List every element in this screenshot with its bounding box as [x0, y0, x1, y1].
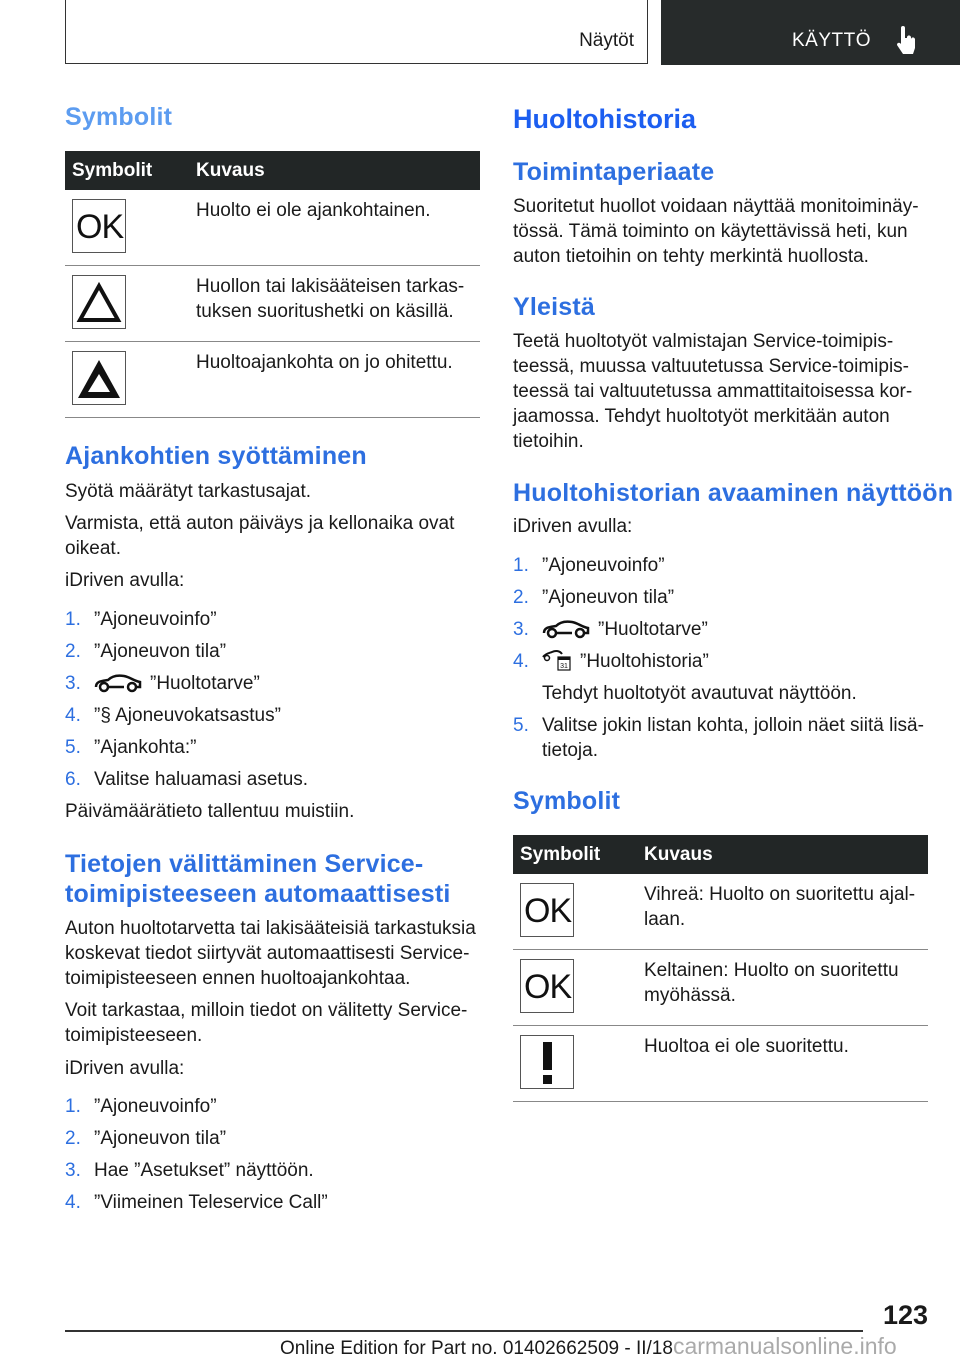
- header-section-label: Näytöt: [579, 30, 634, 51]
- list-item: [65, 1190, 480, 1215]
- paragraph: Päivämäärätieto tallentuu muistiin.: [65, 801, 355, 822]
- list-item: [65, 1126, 480, 1151]
- table-row: [513, 950, 928, 1026]
- principle-heading: Toimintaperiaate: [513, 158, 715, 186]
- ok-green-icon: OK: [520, 883, 574, 937]
- step-text: ”Ajoneuvon tila”: [94, 1128, 227, 1149]
- pointing-hand-icon: [895, 26, 919, 54]
- step-number: 5.: [65, 737, 81, 758]
- header-chapter-label: KÄYTTÖ: [792, 30, 872, 51]
- step-text: Valitse jokin listan kohta, jolloin näet siitä lisätietoja.: [542, 715, 924, 761]
- warning-triangle-outline-icon: [72, 275, 126, 329]
- dates-heading: Ajankohtien syöttäminen: [65, 442, 367, 470]
- step-note: Tehdyt huoltotyöt avautuvat näyttöön.: [542, 683, 857, 704]
- table-row: [513, 1026, 928, 1102]
- table-row: [65, 190, 480, 266]
- step-number: 4.: [513, 651, 529, 672]
- paragraph: iDriven avulla:: [65, 1058, 185, 1079]
- step-number: 3.: [513, 619, 529, 640]
- col-header-description: Kuvaus: [644, 844, 713, 865]
- step-text: ”§ Ajoneuvokatsastus”: [94, 705, 281, 726]
- step-number: 1.: [513, 555, 529, 576]
- transfer-steps-list: [65, 1094, 480, 1222]
- symbols-table: [65, 151, 480, 418]
- header-chapter-tab: [661, 0, 960, 65]
- symbols-heading: Symbolit: [65, 103, 173, 131]
- step-number: 3.: [65, 673, 81, 694]
- paragraph: Voit tarkastaa, milloin tiedot on välitetty Service-toimipisteeseen.: [65, 1000, 468, 1046]
- step-text: ”Ajoneuvoinfo”: [94, 1096, 217, 1117]
- step-text: ”Huoltotarve”: [150, 673, 260, 694]
- row-description: Huoltoa ei ole suoritettu.: [644, 1036, 849, 1057]
- open-steps-list: [513, 553, 928, 770]
- list-item: [513, 553, 928, 578]
- step-text: Valitse haluamasi asetus.: [94, 769, 309, 790]
- step-number: 1.: [65, 609, 81, 630]
- svg-text:31: 31: [560, 663, 568, 670]
- paragraph: Teetä huoltotyöt valmistajan Service-toimipisteessä, muussa valtuutetussa Service-toimipisteessä tai valtuutetussa ammattitaitoisessa korjaamossa. Tehdyt huoltotyöt merkitään auton tietoihin.: [513, 331, 913, 452]
- step-text: ”Ajankohta:”: [94, 737, 197, 758]
- row-description: Huollon tai lakisääteisen tarkastuksen suoritushetki on käsillä.: [196, 276, 465, 322]
- car-calendar-icon: [542, 651, 580, 672]
- ok-icon: OK: [72, 199, 126, 253]
- table-header: [513, 835, 928, 874]
- col-header-symbols: Symbolit: [520, 844, 601, 865]
- list-item: [65, 767, 480, 792]
- paragraph: Auton huoltotarvetta tai lakisääteisiä tarkastuksia koskevat tiedot siirtyvät automaattisesti Service-toimipisteeseen ennen huoltoajankohtaa.: [65, 918, 476, 989]
- car-icon: [542, 619, 598, 640]
- list-item: [65, 735, 480, 760]
- step-number: 2.: [65, 641, 81, 662]
- list-item: [513, 617, 928, 642]
- step-text: ”Viimeinen Teleservice Call”: [94, 1192, 328, 1213]
- list-item: [513, 713, 928, 763]
- row-description: Keltainen: Huolto on suoritettu myöhässä.: [644, 960, 899, 1006]
- table-header: [65, 151, 480, 190]
- list-item: [513, 585, 928, 610]
- step-number: 1.: [65, 1096, 81, 1117]
- step-number: 5.: [513, 715, 529, 736]
- ok-yellow-icon: OK: [520, 959, 574, 1013]
- step-text: ”Ajoneuvoinfo”: [542, 555, 665, 576]
- step-text: ”Ajoneuvon tila”: [542, 587, 675, 608]
- step-text: ”Ajoneuvon tila”: [94, 641, 227, 662]
- page-number: 123: [882, 1300, 928, 1330]
- step-number: 2.: [513, 587, 529, 608]
- list-item: [65, 703, 480, 728]
- row-description: Huoltoajankohta on jo ohitettu.: [196, 352, 453, 373]
- open-heading: Huoltohistorian avaaminen näyttöön: [513, 479, 954, 507]
- paragraph: Syötä määrätyt tarkastusajat.: [65, 481, 312, 502]
- step-text: ”Ajoneuvoinfo”: [94, 609, 217, 630]
- general-heading: Yleistä: [513, 293, 596, 321]
- symbols-heading-2: Symbolit: [513, 787, 621, 815]
- symbols-table-2: [513, 835, 928, 1102]
- row-description: Huolto ei ole ajankohtainen.: [196, 200, 431, 221]
- table-row: [513, 874, 928, 950]
- paragraph: iDriven avulla:: [513, 516, 633, 537]
- header-section-box: [65, 0, 648, 64]
- row-description: Vihreä: Huolto on suoritettu ajallaan.: [644, 884, 916, 930]
- car-icon: [94, 673, 150, 694]
- paragraph: Suoritetut huollot voidaan näyttää monitoiminäytössä. Tämä toiminto on käytettävissä heti, kun auton tietoihin on tehty merkintä huollosta.: [513, 196, 919, 267]
- footer-divider: [65, 1330, 863, 1332]
- exclamation-icon: [520, 1035, 574, 1089]
- dates-steps-list: [65, 607, 480, 799]
- list-item: [65, 639, 480, 664]
- watermark: carmanualsonline.info: [672, 1333, 897, 1359]
- edition-text: Online Edition for Part no. 01402662509 - II/18: [280, 1338, 673, 1359]
- table-row: [65, 342, 480, 418]
- step-number: 4.: [65, 705, 81, 726]
- list-item: [65, 1158, 480, 1183]
- page-title: Huoltohistoria: [513, 104, 696, 134]
- step-number: 3.: [65, 1160, 81, 1181]
- list-item: [65, 671, 480, 696]
- col-header-symbols: Symbolit: [72, 160, 153, 181]
- table-row: [65, 266, 480, 342]
- step-text: Hae ”Asetukset” näyttöön.: [94, 1160, 314, 1181]
- step-text: ”Huoltotarve”: [598, 619, 708, 640]
- step-number: 2.: [65, 1128, 81, 1149]
- paragraph: iDriven avulla:: [65, 570, 185, 591]
- transfer-heading: Tietojen välittäminen Service-toimipisteeseen automaattisesti: [65, 850, 451, 908]
- paragraph: Varmista, että auton päiväys ja kellonaika ovat oikeat.: [65, 513, 455, 559]
- footer-edition: [280, 1333, 897, 1360]
- col-header-description: Kuvaus: [196, 160, 265, 181]
- step-number: 4.: [65, 1192, 81, 1213]
- list-item: [65, 607, 480, 632]
- warning-triangle-filled-icon: [72, 351, 126, 405]
- list-item: [513, 649, 928, 706]
- list-item: [65, 1094, 480, 1119]
- step-text: ”Huoltohistoria”: [580, 651, 709, 672]
- step-number: 6.: [65, 769, 81, 790]
